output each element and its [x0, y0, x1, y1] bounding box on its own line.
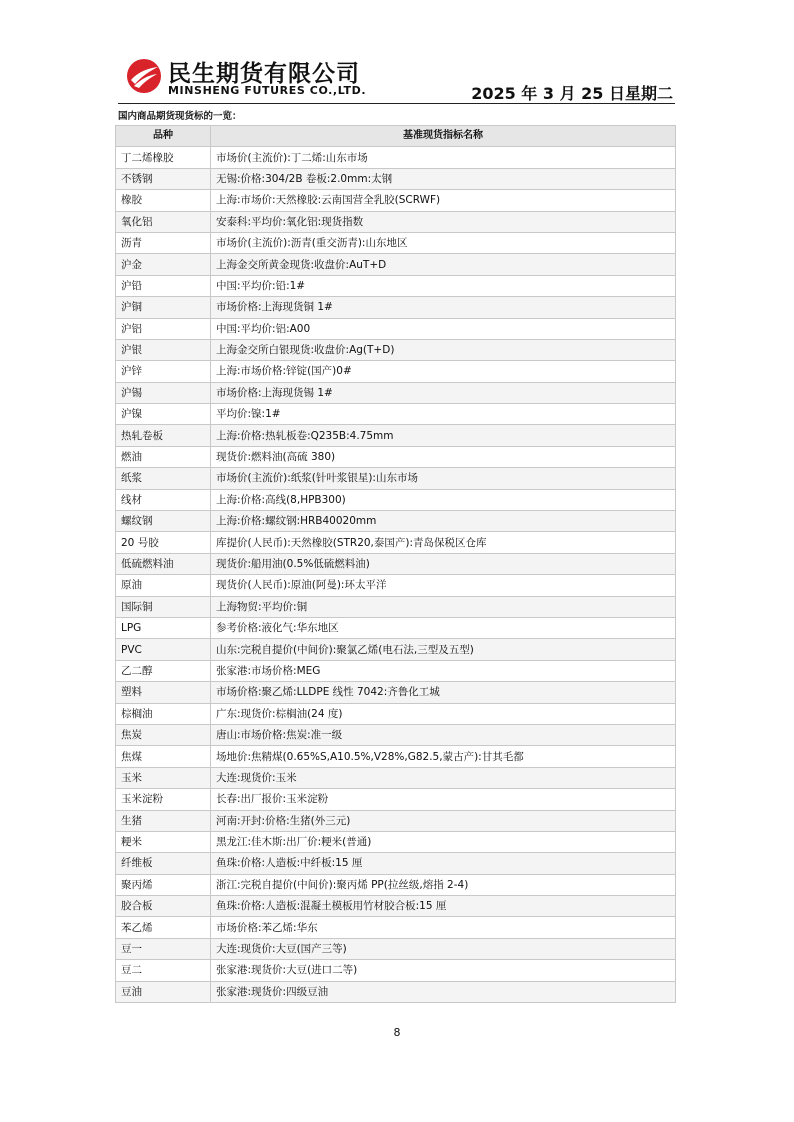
table-row	[116, 425, 676, 446]
variety-cell: 原油	[116, 575, 211, 596]
table-row	[116, 361, 676, 382]
table-row	[116, 617, 676, 638]
spot-index-cell: 平均价:镍:1#	[211, 404, 676, 425]
variety-cell: 生猪	[116, 810, 211, 831]
table-row	[116, 489, 676, 510]
table-row	[116, 532, 676, 553]
table-row	[116, 211, 676, 232]
table-row	[116, 147, 676, 168]
variety-cell: 聚丙烯	[116, 874, 211, 895]
table-row	[116, 382, 676, 403]
spot-index-cell: 浙江:完税自提价(中间价):聚丙烯 PP(拉丝级,熔指 2-4)	[211, 874, 676, 895]
variety-cell: 苯乙烯	[116, 917, 211, 938]
table-row	[116, 810, 676, 831]
variety-cell: 不锈钢	[116, 168, 211, 189]
variety-cell: 氧化铝	[116, 211, 211, 232]
spot-index-cell: 参考价格:液化气:华东地区	[211, 617, 676, 638]
spot-index-cell: 市场价(主流价):丁二烯:山东市场	[211, 147, 676, 168]
variety-cell: LPG	[116, 617, 211, 638]
table-row	[116, 938, 676, 959]
spot-index-cell: 市场价(主流价):沥青(重交沥青):山东地区	[211, 232, 676, 253]
spot-index-cell: 现货价:船用油(0.5%低硫燃料油)	[211, 553, 676, 574]
variety-cell: 沪锡	[116, 382, 211, 403]
table-row	[116, 168, 676, 189]
table-row	[116, 596, 676, 617]
spot-index-cell: 张家港:市场价格:MEG	[211, 660, 676, 681]
table-row	[116, 318, 676, 339]
spot-index-cell: 市场价格:上海现货锡 1#	[211, 382, 676, 403]
page-header	[118, 52, 675, 104]
spot-index-cell: 安泰科:平均价:氧化铝:现货指数	[211, 211, 676, 232]
table-row	[116, 511, 676, 532]
spot-index-cell: 上海:市场价:天然橡胶:云南国营全乳胶(SCRWF)	[211, 190, 676, 211]
spot-index-cell: 唐山:市场价格:焦炭:准一级	[211, 724, 676, 745]
variety-cell: 沪金	[116, 254, 211, 275]
variety-cell: 低硫燃料油	[116, 553, 211, 574]
spot-index-cell: 上海:价格:螺纹钢:HRB40020mm	[211, 511, 676, 532]
variety-cell: 纸浆	[116, 468, 211, 489]
variety-cell: 燃油	[116, 446, 211, 467]
table-row	[116, 724, 676, 745]
table-row	[116, 297, 676, 318]
variety-cell: 豆油	[116, 981, 211, 1002]
spot-index-cell: 大连:现货价:大豆(国产三等)	[211, 938, 676, 959]
table-row	[116, 767, 676, 788]
variety-cell: 螺纹钢	[116, 511, 211, 532]
variety-cell: 沪镍	[116, 404, 211, 425]
table-header-row	[116, 126, 676, 147]
variety-cell: 橡胶	[116, 190, 211, 211]
table-row	[116, 575, 676, 596]
variety-cell: 纤维板	[116, 853, 211, 874]
variety-cell: 乙二醇	[116, 660, 211, 681]
table-row	[116, 660, 676, 681]
variety-cell: 玉米	[116, 767, 211, 788]
variety-cell: 豆一	[116, 938, 211, 959]
table-row	[116, 404, 676, 425]
variety-cell: 沪铅	[116, 275, 211, 296]
variety-cell: 沪铜	[116, 297, 211, 318]
variety-cell: 线材	[116, 489, 211, 510]
section-title: 国内商品期货现货标的一览：	[118, 111, 242, 122]
spot-index-cell: 市场价(主流价):纸浆(针叶浆银星):山东市场	[211, 468, 676, 489]
spot-index-cell: 市场价格:上海现货铜 1#	[211, 297, 676, 318]
variety-cell: 豆二	[116, 960, 211, 981]
variety-cell: 胶合板	[116, 896, 211, 917]
spot-index-cell: 河南:开封:价格:生猪(外三元)	[211, 810, 676, 831]
variety-cell: 沥青	[116, 232, 211, 253]
spot-index-table	[115, 125, 676, 1003]
variety-cell: 焦煤	[116, 746, 211, 767]
spot-index-cell: 张家港:现货价:大豆(进口二等)	[211, 960, 676, 981]
table-row	[116, 831, 676, 852]
spot-index-cell: 长春:出厂报价:玉米淀粉	[211, 789, 676, 810]
table-row	[116, 682, 676, 703]
table-row	[116, 960, 676, 981]
variety-cell: 玉米淀粉	[116, 789, 211, 810]
table-row	[116, 275, 676, 296]
spot-index-cell: 大连:现货价:玉米	[211, 767, 676, 788]
variety-cell: 热轧卷板	[116, 425, 211, 446]
spot-index-cell: 上海:市场价格:锌锭(国产)0#	[211, 361, 676, 382]
table-row	[116, 981, 676, 1002]
variety-cell: 20 号胶	[116, 532, 211, 553]
brand-name-en: MINSHENG FUTURES CO.,LTD.	[168, 84, 367, 97]
spot-index-cell: 上海物贸:平均价:铜	[211, 596, 676, 617]
table-row	[116, 468, 676, 489]
table-row	[116, 703, 676, 724]
table-row	[116, 874, 676, 895]
variety-cell: 塑料	[116, 682, 211, 703]
table-row	[116, 639, 676, 660]
table-row	[116, 446, 676, 467]
spot-index-cell: 黑龙江:佳木斯:出厂价:粳米(普通)	[211, 831, 676, 852]
variety-cell: 沪铝	[116, 318, 211, 339]
variety-cell: 沪锌	[116, 361, 211, 382]
spot-index-cell: 上海金交所黄金现货:收盘价:AuT+D	[211, 254, 676, 275]
table-row	[116, 853, 676, 874]
spot-index-cell: 张家港:现货价:四级豆油	[211, 981, 676, 1002]
spot-index-cell: 上海金交所白银现货:收盘价:Ag(T+D)	[211, 339, 676, 360]
table-row	[116, 917, 676, 938]
column-header-variety: 品种	[116, 126, 211, 147]
spot-index-cell: 市场价格:苯乙烯:华东	[211, 917, 676, 938]
minsheng-logo-icon	[126, 58, 162, 94]
table-body	[116, 147, 676, 1003]
table-row	[116, 190, 676, 211]
spot-index-cell: 广东:现货价:棕榈油(24 度)	[211, 703, 676, 724]
column-header-spot-index: 基准现货指标名称	[211, 126, 676, 147]
spot-index-cell: 中国:平均价:铝:A00	[211, 318, 676, 339]
variety-cell: 沪银	[116, 339, 211, 360]
header-divider	[118, 103, 675, 104]
spot-index-cell: 现货价:燃料油(高硫 380)	[211, 446, 676, 467]
variety-cell: 国际铜	[116, 596, 211, 617]
spot-index-cell: 库提价(人民币):天然橡胶(STR20,泰国产):青岛保税区仓库	[211, 532, 676, 553]
spot-index-cell: 现货价(人民币):原油(阿曼):环太平洋	[211, 575, 676, 596]
spot-index-cell: 山东:完税自提价(中间价):聚氯乙烯(电石法,三型及五型)	[211, 639, 676, 660]
table-row	[116, 746, 676, 767]
brand-name-cn: 民生期货有限公司	[168, 61, 360, 87]
variety-cell: 棕榈油	[116, 703, 211, 724]
report-date: 2025 年 3 月 25 日星期二	[471, 84, 673, 103]
page-number: 8	[393, 1026, 401, 1039]
spot-index-cell: 鱼珠:价格:人造板:混凝土模板用竹材胶合板:15 厘	[211, 896, 676, 917]
table-row	[116, 254, 676, 275]
table-row	[116, 232, 676, 253]
spot-index-cell: 中国:平均价:铅:1#	[211, 275, 676, 296]
variety-cell: 丁二烯橡胶	[116, 147, 211, 168]
spot-index-cell: 鱼珠:价格:人造板:中纤板:15 厘	[211, 853, 676, 874]
table-row	[116, 789, 676, 810]
spot-index-cell: 上海:价格:高线(8,HPB300)	[211, 489, 676, 510]
variety-cell: PVC	[116, 639, 211, 660]
variety-cell: 粳米	[116, 831, 211, 852]
table-row	[116, 896, 676, 917]
table-row	[116, 553, 676, 574]
spot-index-cell: 场地价:焦精煤(0.65%S,A10.5%,V28%,G82.5,蒙古产):甘其毛都	[211, 746, 676, 767]
table-row	[116, 339, 676, 360]
variety-cell: 焦炭	[116, 724, 211, 745]
spot-index-cell: 无锡:价格:304/2B 卷板:2.0mm:太钢	[211, 168, 676, 189]
spot-index-cell: 市场价格:聚乙烯:LLDPE 线性 7042:齐鲁化工城	[211, 682, 676, 703]
spot-index-cell: 上海:价格:热轧板卷:Q235B:4.75mm	[211, 425, 676, 446]
